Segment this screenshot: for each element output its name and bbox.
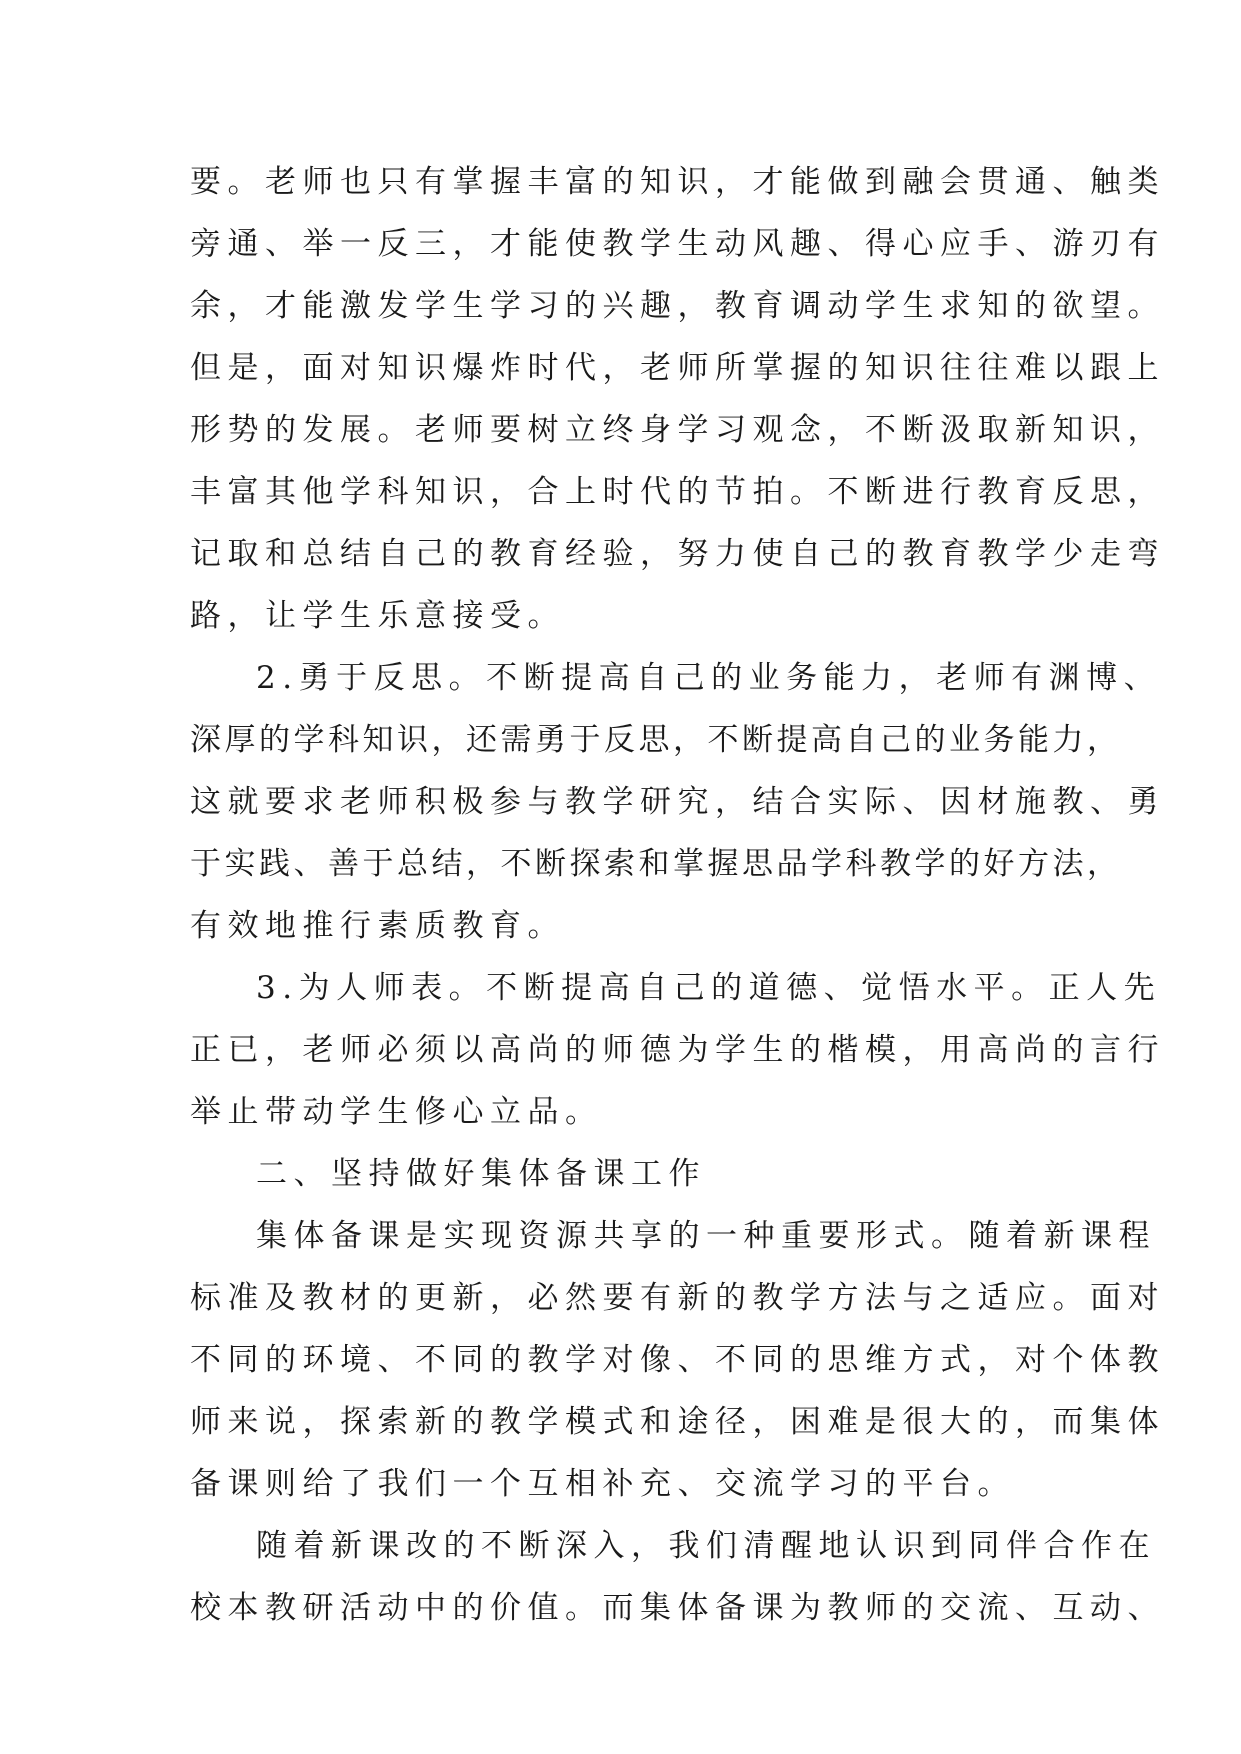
- text-line: 形势的发展。老师要树立终身学习观念，不断汲取新知识，: [190, 412, 1165, 448]
- list-item-heading: 3.为人师表。不断提高自己的道德、觉悟水平。正人先: [256, 970, 1162, 1006]
- text-line: 不同的环境、不同的教学对像、不同的思维方式，对个体教: [190, 1342, 1165, 1378]
- text-line: 要。老师也只有掌握丰富的知识，才能做到融会贯通、触类: [190, 164, 1165, 200]
- text-line: 于实践、善于总结，不断探索和掌握思品学科教学的好方法，: [190, 846, 1122, 882]
- text-line: 举止带动学生修心立品。: [190, 1094, 603, 1130]
- text-line: 随着新课改的不断深入，我们清醒地认识到同伴合作在: [256, 1528, 1156, 1564]
- section-heading: 二、坚持做好集体备课工作: [256, 1156, 706, 1192]
- text-line: 旁通、举一反三，才能使教学生动风趣、得心应手、游刃有: [190, 226, 1165, 262]
- text-line: 有效地推行素质教育。: [190, 908, 565, 944]
- text-line: 这就要求老师积极参与教学研究，结合实际、因材施教、勇: [190, 784, 1165, 820]
- text-line: 余，才能激发学生学习的兴趣，教育调动学生求知的欲望。: [190, 288, 1165, 324]
- text-line: 集体备课是实现资源共享的一种重要形式。随着新课程: [256, 1218, 1156, 1254]
- text-line: 但是，面对知识爆炸时代，老师所掌握的知识往往难以跟上: [190, 350, 1165, 386]
- text-line: 路，让学生乐意接受。: [190, 598, 565, 634]
- text-line: 丰富其他学科知识，合上时代的节拍。不断进行教育反思，: [190, 474, 1165, 510]
- text-line: 备课则给了我们一个互相补充、交流学习的平台。: [190, 1466, 1015, 1502]
- text-line: 标准及教材的更新，必然要有新的教学方法与之适应。面对: [190, 1280, 1165, 1316]
- text-line: 深厚的学科知识，还需勇于反思，不断提高自己的业务能力，: [190, 722, 1122, 758]
- text-line: 师来说，探索新的教学模式和途径，困难是很大的，而集体: [190, 1404, 1165, 1440]
- text-line: 记取和总结自己的教育经验，努力使自己的教育教学少走弯: [190, 536, 1165, 572]
- text-line: 校本教研活动中的价值。而集体备课为教师的交流、互动、: [190, 1590, 1165, 1626]
- text-line: 正已，老师必须以高尚的师德为学生的楷模，用高尚的言行: [190, 1032, 1165, 1068]
- list-item-heading: 2.勇于反思。不断提高自己的业务能力，老师有渊博、: [256, 660, 1162, 696]
